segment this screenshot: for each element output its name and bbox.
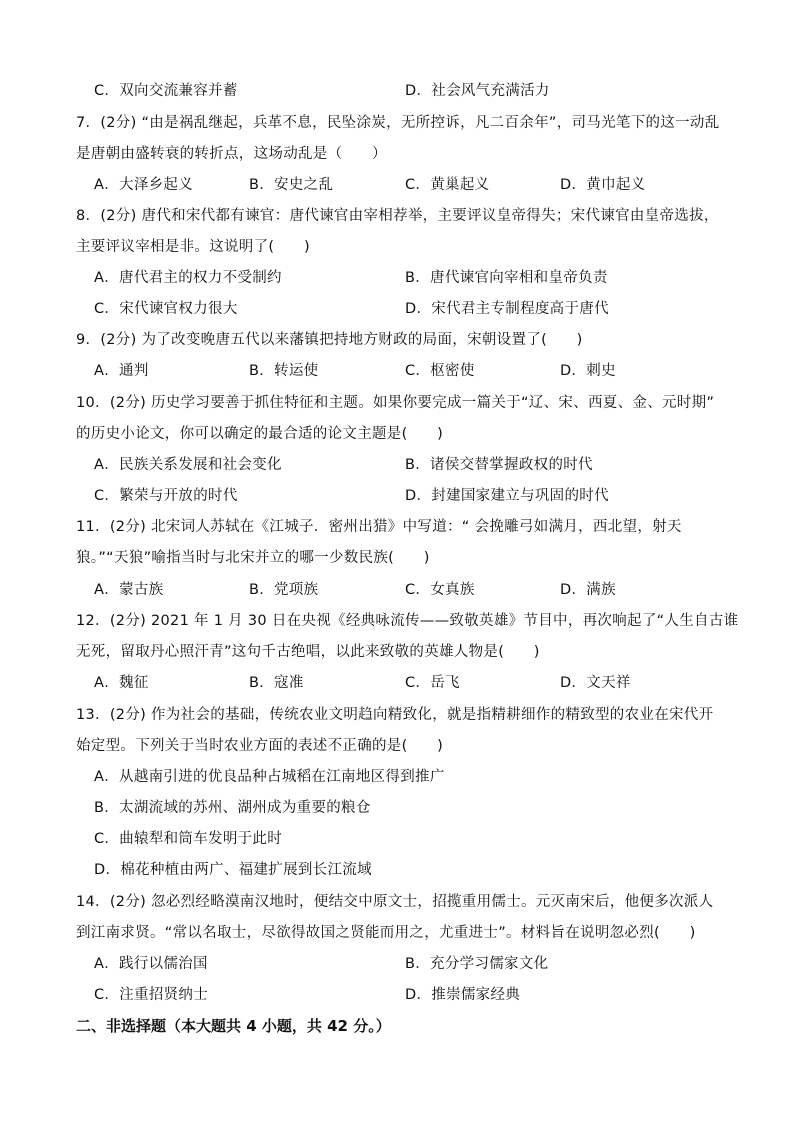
q11-stem-line-2: 狼。”“天狼”喻指当时与北宋并立的哪一少数民族( ) [76, 550, 430, 566]
q11-option-d: D．满族 [560, 582, 616, 598]
q8-option-b: B．唐代谏官向宰相和皇帝负责 [405, 270, 608, 286]
q11-option-b: B．党项族 [249, 582, 319, 598]
q14-option-d: D．推崇儒家经典 [405, 987, 521, 1003]
q9-option-c: C．枢密使 [405, 363, 475, 379]
q13-stem-line-1: 13．(2分) 作为社会的基础，传统农业文明趋向精致化，就是指精耕细作的精致型的农业在宋代开 [76, 707, 714, 723]
q8-stem-line-1: 8．(2分) 唐代和宋代都有谏官：唐代谏官由宰相荐举，主要评议皇帝得失；宋代谏官由皇帝选拔， [76, 208, 719, 224]
q6-option-d: D．社会风气充满活力 [405, 83, 550, 99]
q11-stem-line-1: 11．(2分) 北宋词人苏轼在《江城子．密州出猎》中写道：“ 会挽雕弓如满月，西北望，射天 [76, 519, 682, 535]
q14-option-c: C．注重招贤纳士 [94, 987, 209, 1003]
q14-stem-line-2: 到江南求贤。“常以名取士，尽欲得故国之贤能而用之，尤重进士”。材料旨在说明忽必烈( ) [76, 925, 696, 941]
q14-option-a: A．践行以儒治国 [94, 956, 208, 972]
q14-stem-line-1: 14．(2分) 忽必烈经略漠南汉地时，便结交中原文士，招揽重用儒士。元灭南宋后，他便多次派人 [76, 894, 714, 910]
q8-stem-line-2: 主要评议宰相是非。这说明了( ) [76, 239, 310, 255]
q7-stem-line-2: 是唐朝由盛转衰的转折点，这场动乱是（ ） [76, 146, 387, 162]
q10-stem-line-2: 的历史小论文，你可以确定的最合适的论文主题是( ) [76, 426, 444, 442]
q13-option-d: D．棉花种植由两广、福建扩展到长江流域 [94, 862, 372, 878]
q10-option-d: D．封建国家建立与巩固的时代 [405, 488, 609, 504]
q11-option-c: C．女真族 [405, 582, 475, 598]
q14-option-b: B．充分学习儒家文化 [405, 956, 549, 972]
q9-option-b: B．转运使 [249, 363, 319, 379]
q9-stem-line-1: 9．(2分) 为了改变晚唐五代以来藩镇把持地方财政的局面，宋朝设置了( ) [76, 332, 583, 348]
q10-stem-line-1: 10．(2分) 历史学习要善于抓住特征和主题。如果你要完成一篇关于“辽、宋、西夏、金、元时期” [76, 395, 715, 411]
q12-option-d: D．文天祥 [560, 675, 631, 691]
q8-option-a: A．唐代君主的权力不受制约 [94, 270, 282, 286]
q6-option-c: C．双向交流兼容并蓄 [94, 83, 238, 99]
q9-option-d: D．刺史 [560, 363, 616, 379]
q8-option-d: D．宋代君主专制程度高于唐代 [405, 301, 609, 317]
q7-option-b: B．安史之乱 [249, 177, 334, 193]
q12-option-c: C．岳飞 [405, 675, 460, 691]
q13-option-c: C．曲辕犁和筒车发明于此时 [94, 831, 283, 847]
q12-stem-line-1: 12．(2分) 2021 年 1 月 30 日在央视《经典咏流传——致敬英雄》节目中，再次响起了“人生自古谁 [76, 613, 739, 629]
section-2-heading: 二、非选择题（本大题共 4 小题，共 42 分。） [76, 1017, 391, 1035]
q9-option-a: A．通判 [94, 363, 149, 379]
q8-option-c: C．宋代谏官权力很大 [94, 301, 238, 317]
q7-option-d: D．黄巾起义 [560, 177, 646, 193]
q7-option-a: A．大泽乡起义 [94, 177, 194, 193]
q7-option-c: C．黄巢起义 [405, 177, 490, 193]
q12-option-a: A．魏征 [94, 675, 149, 691]
q10-option-b: B．诸侯交替掌握政权的时代 [405, 457, 593, 473]
q12-option-b: B．寇准 [249, 675, 304, 691]
q10-option-c: C．繁荣与开放的时代 [94, 488, 238, 504]
q12-stem-line-2: 无死，留取丹心照汗青”这句千古绝唱，以此来致敬的英雄人物是( ) [76, 644, 540, 660]
q7-stem-line-1: 7．(2分) “由是祸乱继起，兵革不息，民坠涂炭，无所控诉，凡二百余年”，司马光笔下的这一动乱 [76, 115, 720, 131]
q11-option-a: A．蒙古族 [94, 582, 164, 598]
q13-option-b: B．太湖流域的苏州、湖州成为重要的粮仓 [94, 800, 371, 816]
q13-stem-line-2: 始定型。下列关于当时农业方面的表述不正确的是( ) [76, 738, 444, 754]
q13-option-a: A．从越南引进的优良品种占城稻在江南地区得到推广 [94, 769, 445, 785]
q10-option-a: A．民族关系发展和社会变化 [94, 457, 282, 473]
